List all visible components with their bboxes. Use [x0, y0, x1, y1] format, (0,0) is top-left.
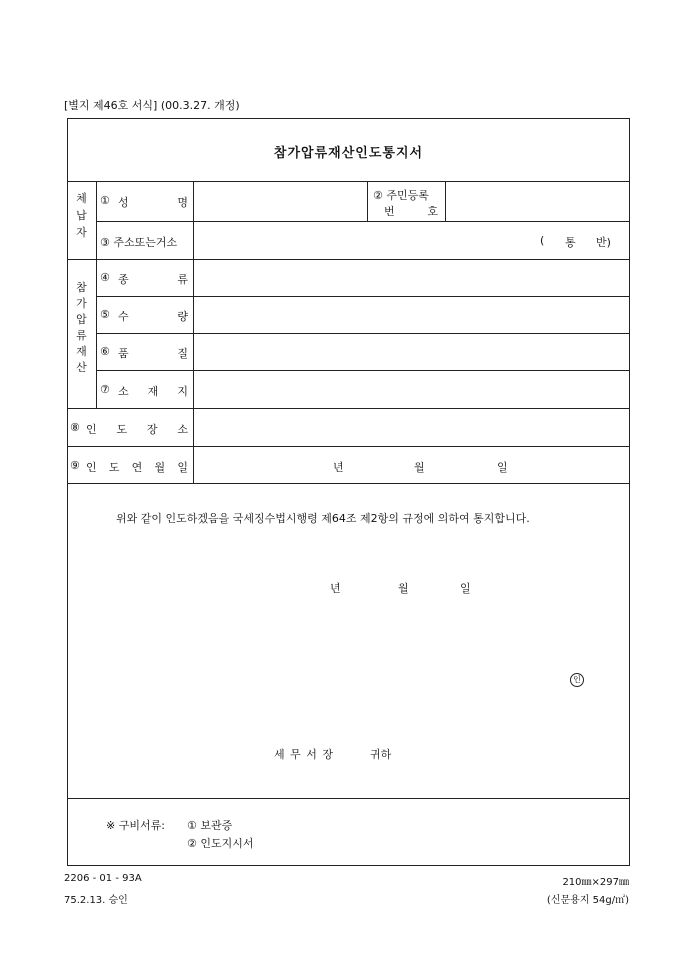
- delivery-date-label-number: ⑨: [70, 459, 80, 472]
- address-paren: (: [540, 234, 545, 247]
- divider: [96, 333, 630, 334]
- property-section-label: 참 가 압 류 재 산: [76, 281, 87, 374]
- form-header-note: [별지 제46호 서식] (00.3.27. 개정): [64, 99, 240, 112]
- footer-approval: 75.2.13. 승인: [64, 895, 128, 906]
- divider: [67, 181, 630, 182]
- address-field[interactable]: [196, 224, 516, 256]
- quality-label-number: ⑥: [100, 345, 110, 358]
- divider: [96, 296, 630, 297]
- rrn-label: ② 주민등록: [373, 189, 429, 202]
- addressee-office: 세 무 서 장: [274, 748, 334, 761]
- quantity-label: 수 량: [118, 310, 188, 323]
- debtor-section-label: 체 납 자: [76, 192, 87, 239]
- delivery-place-label-number: ⑧: [70, 421, 80, 434]
- kind-label-number: ④: [100, 271, 110, 284]
- address-label: ③ 주소또는거소: [100, 236, 178, 249]
- quality-field[interactable]: [196, 336, 626, 367]
- delivery-month-unit: 월: [414, 461, 425, 474]
- divider: [96, 221, 630, 222]
- kind-field[interactable]: [196, 262, 626, 293]
- notice-year-unit: 년: [330, 582, 341, 595]
- location-field[interactable]: [196, 373, 626, 405]
- attachment-item: ② 인도지시서: [187, 837, 254, 850]
- divider: [96, 181, 97, 408]
- delivery-year-unit: 년: [333, 461, 344, 474]
- divider: [193, 181, 194, 483]
- attachment-item: ① 보관증: [187, 819, 233, 832]
- footer-paper-size: 210㎜×297㎜: [562, 877, 629, 888]
- rrn-field[interactable]: [448, 184, 626, 218]
- footer-form-code: 2206 - 01 - 93A: [64, 873, 142, 884]
- divider: [67, 798, 630, 799]
- delivery-place-label: 인 도 장 소: [86, 423, 188, 436]
- location-label: 소 재 지: [118, 385, 188, 398]
- delivery-date-label: 인 도 연 월 일: [86, 461, 188, 474]
- name-label: 성 명: [118, 196, 188, 209]
- address-ban: 반): [596, 236, 611, 249]
- addressee-honorific: 귀하: [370, 748, 392, 761]
- quantity-label-number: ⑤: [100, 308, 110, 321]
- delivery-day-unit: 일: [497, 461, 508, 474]
- divider: [67, 483, 630, 484]
- divider: [67, 408, 630, 409]
- quality-label: 품 질: [118, 347, 188, 360]
- quantity-field[interactable]: [196, 299, 626, 330]
- divider: [67, 446, 630, 447]
- divider: [367, 181, 368, 221]
- footer-paper-type: (신문용지 54g/㎡): [546, 895, 629, 906]
- seal-icon: 인: [570, 673, 584, 687]
- notice-month-unit: 월: [398, 582, 409, 595]
- divider: [67, 259, 630, 260]
- attachments-label: ※ 구비서류:: [106, 819, 165, 832]
- address-tong: 통: [565, 236, 576, 249]
- notice-day-unit: 일: [460, 582, 471, 595]
- name-label-number: ①: [100, 194, 110, 207]
- location-label-number: ⑦: [100, 383, 110, 396]
- divider: [96, 370, 630, 371]
- form-title: 참가압류재산인도통지서: [273, 146, 424, 161]
- divider: [445, 181, 446, 221]
- name-field[interactable]: [196, 184, 364, 218]
- rrn-label-line2: 번 호: [384, 205, 438, 218]
- seal-mark: [570, 672, 584, 687]
- kind-label: 종 류: [118, 273, 188, 286]
- notice-body-text: 위와 같이 인도하겠음을 국세징수법시행령 제64조 제2항의 규정에 의하여 통지합니다.: [116, 512, 530, 525]
- delivery-place-field[interactable]: [196, 411, 626, 443]
